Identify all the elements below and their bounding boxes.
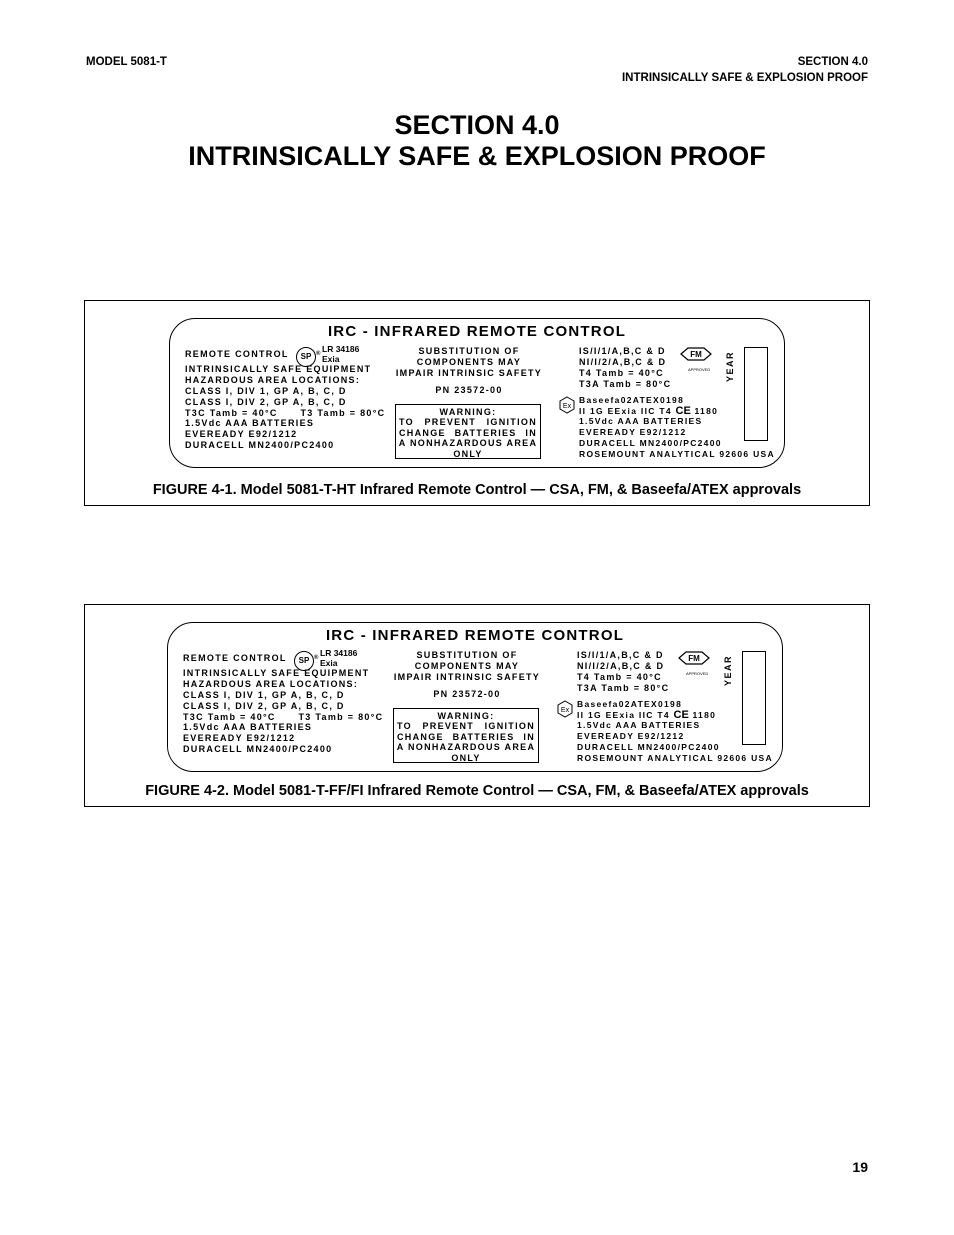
left-line: T3C Tamb = 40°C T3 Tamb = 80°C <box>183 711 384 722</box>
figure-4-2 <box>84 604 870 807</box>
remote-control-text: REMOTE CONTROL <box>183 653 287 663</box>
page-number: 19 <box>852 1159 868 1175</box>
left-line: 1.5Vdc AAA BATTERIES <box>185 418 315 429</box>
right-line: DURACELL MN2400/PC2400 <box>577 742 720 753</box>
header-section-title: INTRINSICALLY SAFE & EXPLOSION PROOF <box>621 72 868 84</box>
right-line: 1.5Vdc AAA BATTERIES <box>577 720 701 731</box>
warning-line: TO PREVENT IGNITION <box>397 721 535 732</box>
right-line: T3A Tamb = 80°C <box>579 378 672 389</box>
label-middle-column <box>392 650 542 683</box>
title-line-2: INTRINSICALLY SAFE & EXPLOSION PROOF <box>188 141 766 171</box>
year-box <box>744 347 768 441</box>
notified-body: 1180 <box>694 405 719 416</box>
figure-4-1 <box>84 300 870 506</box>
right-line: T3A Tamb = 80°C <box>577 682 670 693</box>
year-label: YEAR <box>723 655 733 687</box>
mid-line: IMPAIR INTRINSIC SAFETY <box>395 367 543 378</box>
left-line: CLASS I, DIV 1, GP A, B, C, D <box>185 385 347 396</box>
csa-logo-icon: SP <box>294 651 314 671</box>
lr-protection: Exia <box>322 354 340 364</box>
right-line: EVEREADY E92/1212 <box>577 731 685 742</box>
warning-line: WARNING: <box>437 711 495 721</box>
atex-code: II 1G EExia IIC T4 <box>577 709 670 720</box>
fm-mark-text: FM <box>688 654 700 663</box>
fm-mark-text: FM <box>690 350 702 359</box>
label-title: IRC - INFRARED REMOTE CONTROL <box>327 323 627 340</box>
running-header-model: MODEL 5081-T <box>86 56 167 68</box>
lr-number: LR 34186 <box>322 344 360 354</box>
left-line: 1.5Vdc AAA BATTERIES <box>183 722 313 733</box>
left-line: T3C Tamb = 40°C T3 Tamb = 80°C <box>185 407 386 418</box>
mid-line: SUBSTITUTION OF <box>416 650 518 660</box>
left-line: INTRINSICALLY SAFE EQUIPMENT <box>185 363 372 374</box>
year-box <box>742 651 766 745</box>
right-line: NI/I/2/A,B,C & D <box>579 356 667 367</box>
warning-line: A NONHAZARDOUS AREA <box>398 438 538 449</box>
remote-control-text: REMOTE CONTROL <box>185 349 289 359</box>
right-line: EVEREADY E92/1212 <box>579 427 687 438</box>
ce-mark-icon: CE <box>675 404 691 417</box>
fm-approved-icon <box>680 347 712 361</box>
left-line: CLASS I, DIV 2, GP A, B, C, D <box>183 700 345 711</box>
warning-line: WARNING: <box>439 407 497 417</box>
year-label: YEAR <box>725 351 735 383</box>
warning-line: A NONHAZARDOUS AREA <box>396 742 536 753</box>
right-line: DURACELL MN2400/PC2400 <box>579 438 722 449</box>
baseefa-cert: Baseefa02ATEX0198 <box>577 698 683 709</box>
warning-box <box>395 404 541 459</box>
atex-code: II 1G EExia IIC T4 <box>579 405 672 416</box>
left-line: HAZARDOUS AREA LOCATIONS: <box>183 678 359 689</box>
csa-logo-icon: SP <box>296 347 316 367</box>
left-line: EVEREADY E92/1212 <box>185 429 298 440</box>
fm-approved-text: APPROVED <box>686 671 709 676</box>
mid-line: SUBSTITUTION OF <box>418 346 520 356</box>
figure-caption: FIGURE 4-2. Model 5081-T-FF/FI Infrared Remote Control — CSA, FM, & Baseefa/ATEX approvals <box>145 783 809 799</box>
remote-control-label <box>169 318 785 468</box>
lr-number: LR 34186 <box>320 648 358 658</box>
header-section-number: SECTION 4.0 <box>797 56 868 68</box>
part-number: PN 23572-00 <box>433 689 501 699</box>
remote-control-label <box>167 622 783 772</box>
warning-line: TO PREVENT IGNITION <box>399 417 537 428</box>
ex-hexagon-icon <box>556 700 574 718</box>
warning-line: CHANGE BATTERIES IN <box>399 427 537 438</box>
left-line: DURACELL MN2400/PC2400 <box>185 440 335 451</box>
label-left-column <box>185 349 385 451</box>
left-line: HAZARDOUS AREA LOCATIONS: <box>185 374 361 385</box>
ex-mark-text: Ex <box>562 403 572 410</box>
ex-hexagon-icon <box>558 396 576 414</box>
title-line-1: SECTION 4.0 <box>394 110 560 140</box>
label-title: IRC - INFRARED REMOTE CONTROL <box>325 627 625 644</box>
csa-certificate <box>320 648 357 668</box>
baseefa-cert: Baseefa02ATEX0198 <box>579 394 685 405</box>
right-line: T4 Tamb = 40°C <box>577 671 662 682</box>
left-line: CLASS I, DIV 2, GP A, B, C, D <box>185 396 347 407</box>
ce-mark-icon: CE <box>673 708 689 721</box>
label-left-column <box>183 653 383 755</box>
right-line: IS/I/1/A,B,C & D <box>577 650 664 660</box>
page-title <box>0 110 954 172</box>
registered-icon: ® <box>314 655 319 661</box>
left-line: DURACELL MN2400/PC2400 <box>183 744 333 755</box>
mid-line: COMPONENTS MAY <box>414 660 520 671</box>
notified-body: 1180 <box>692 709 717 720</box>
warning-line: ONLY <box>453 448 483 459</box>
part-number: PN 23572-00 <box>435 385 503 395</box>
left-line: EVEREADY E92/1212 <box>183 733 296 744</box>
running-header-section <box>622 54 868 86</box>
ex-mark-text: Ex <box>560 707 570 714</box>
warning-box <box>393 708 539 763</box>
warning-line: ONLY <box>451 752 481 763</box>
fm-approved-text: APPROVED <box>688 367 711 372</box>
mid-line: COMPONENTS MAY <box>416 356 522 367</box>
figure-caption: FIGURE 4-1. Model 5081-T-HT Infrared Remote Control — CSA, FM, & Baseefa/ATEX approvals <box>152 482 802 498</box>
registered-icon: ® <box>316 351 321 357</box>
right-line: ROSEMOUNT ANALYTICAL 92606 USA <box>579 449 775 460</box>
right-line: IS/I/1/A,B,C & D <box>579 346 666 356</box>
left-line: INTRINSICALLY SAFE EQUIPMENT <box>183 667 370 678</box>
label-middle-column <box>394 346 544 379</box>
lr-protection: Exia <box>320 658 338 668</box>
csa-certificate <box>322 344 359 364</box>
warning-line: CHANGE BATTERIES IN <box>397 731 535 742</box>
right-line: NI/I/2/A,B,C & D <box>577 660 665 671</box>
right-line: 1.5Vdc AAA BATTERIES <box>579 416 703 427</box>
right-line: ROSEMOUNT ANALYTICAL 92606 USA <box>577 753 773 764</box>
mid-line: IMPAIR INTRINSIC SAFETY <box>393 671 541 682</box>
fm-approved-icon <box>678 651 710 665</box>
right-line: T4 Tamb = 40°C <box>579 367 664 378</box>
left-line: CLASS I, DIV 1, GP A, B, C, D <box>183 689 345 700</box>
